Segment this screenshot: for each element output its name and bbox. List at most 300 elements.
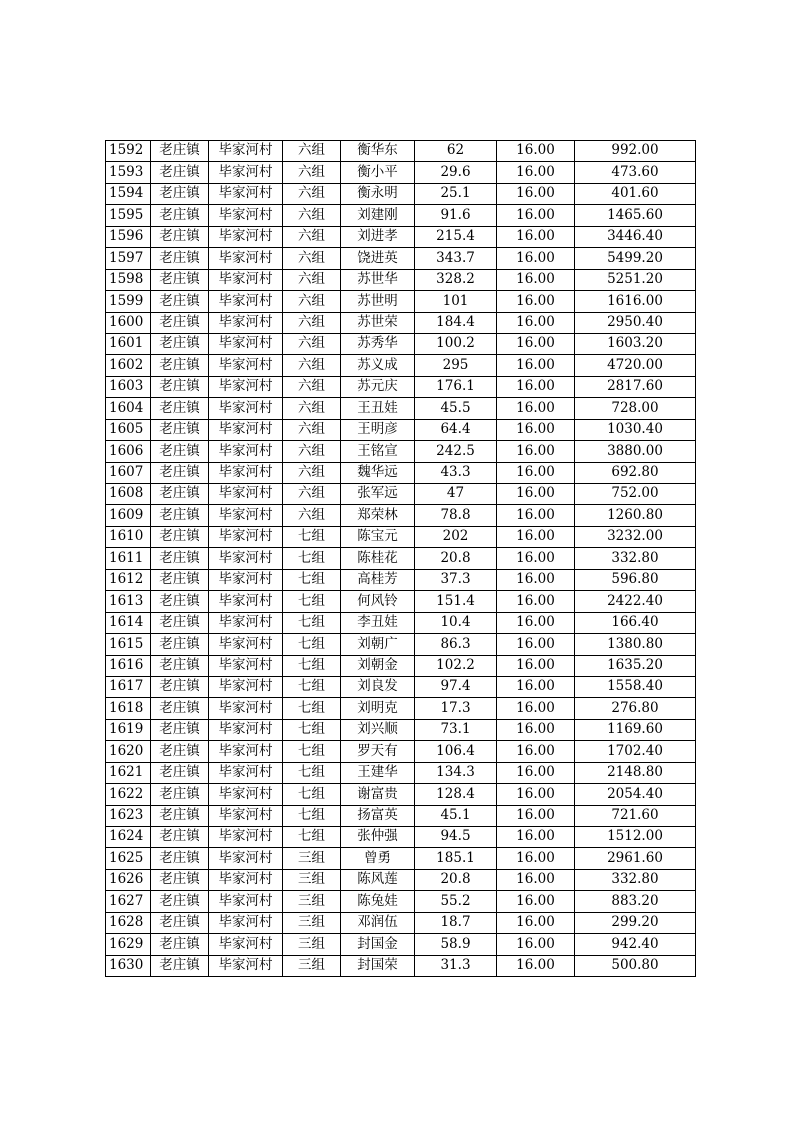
- group-cell: 三组: [283, 912, 341, 933]
- group-cell: 六组: [283, 291, 341, 312]
- rate-cell: 16.00: [497, 291, 575, 312]
- table-row: [106, 912, 696, 933]
- rate-cell: 16.00: [497, 484, 575, 505]
- area-cell: 91.6: [415, 205, 497, 226]
- name-cell: 李丑娃: [341, 612, 415, 633]
- row-id-cell: 1595: [106, 205, 151, 226]
- amount-cell: 1702.40: [575, 741, 696, 762]
- table-row: [106, 484, 696, 505]
- name-cell: 刘良发: [341, 676, 415, 697]
- area-cell: 78.8: [415, 505, 497, 526]
- area-cell: 37.3: [415, 569, 497, 590]
- area-cell: 86.3: [415, 634, 497, 655]
- group-cell: 七组: [283, 655, 341, 676]
- name-cell: 刘建刚: [341, 205, 415, 226]
- name-cell: 陈宝元: [341, 526, 415, 547]
- village-cell: 毕家河村: [209, 441, 283, 462]
- rate-cell: 16.00: [497, 869, 575, 890]
- amount-cell: 2961.60: [575, 848, 696, 869]
- row-id-cell: 1620: [106, 741, 151, 762]
- village-cell: 毕家河村: [209, 333, 283, 354]
- amount-cell: 1512.00: [575, 827, 696, 848]
- town-cell: 老庄镇: [151, 462, 209, 483]
- area-cell: 58.9: [415, 934, 497, 955]
- table-row: [106, 805, 696, 826]
- table-row: [106, 205, 696, 226]
- group-cell: 六组: [283, 248, 341, 269]
- table-row: [106, 269, 696, 290]
- rate-cell: 16.00: [497, 162, 575, 183]
- table-row: [106, 676, 696, 697]
- table-row: [106, 891, 696, 912]
- table-body: [106, 141, 696, 977]
- row-id-cell: 1615: [106, 634, 151, 655]
- rate-cell: 16.00: [497, 355, 575, 376]
- amount-cell: 2950.40: [575, 312, 696, 333]
- town-cell: 老庄镇: [151, 762, 209, 783]
- amount-cell: 4720.00: [575, 355, 696, 376]
- name-cell: 衡华东: [341, 141, 415, 162]
- name-cell: 扬富英: [341, 805, 415, 826]
- village-cell: 毕家河村: [209, 141, 283, 162]
- name-cell: 谢富贵: [341, 784, 415, 805]
- amount-cell: 332.80: [575, 548, 696, 569]
- village-cell: 毕家河村: [209, 805, 283, 826]
- amount-cell: 5251.20: [575, 269, 696, 290]
- amount-cell: 728.00: [575, 398, 696, 419]
- name-cell: 张军远: [341, 484, 415, 505]
- rate-cell: 16.00: [497, 719, 575, 740]
- table-row: [106, 312, 696, 333]
- village-cell: 毕家河村: [209, 484, 283, 505]
- group-cell: 七组: [283, 784, 341, 805]
- amount-cell: 883.20: [575, 891, 696, 912]
- rate-cell: 16.00: [497, 934, 575, 955]
- table-row: [106, 869, 696, 890]
- name-cell: 苏秀华: [341, 333, 415, 354]
- table-row: [106, 398, 696, 419]
- row-id-cell: 1610: [106, 526, 151, 547]
- village-cell: 毕家河村: [209, 848, 283, 869]
- town-cell: 老庄镇: [151, 376, 209, 397]
- town-cell: 老庄镇: [151, 805, 209, 826]
- group-cell: 七组: [283, 827, 341, 848]
- group-cell: 三组: [283, 934, 341, 955]
- group-cell: 六组: [283, 162, 341, 183]
- town-cell: 老庄镇: [151, 419, 209, 440]
- name-cell: 刘朝金: [341, 655, 415, 676]
- table-row: [106, 612, 696, 633]
- amount-cell: 500.80: [575, 955, 696, 976]
- group-cell: 三组: [283, 955, 341, 976]
- group-cell: 七组: [283, 698, 341, 719]
- rate-cell: 16.00: [497, 141, 575, 162]
- row-id-cell: 1608: [106, 484, 151, 505]
- row-id-cell: 1624: [106, 827, 151, 848]
- rate-cell: 16.00: [497, 805, 575, 826]
- rate-cell: 16.00: [497, 676, 575, 697]
- area-cell: 185.1: [415, 848, 497, 869]
- name-cell: 苏世明: [341, 291, 415, 312]
- village-cell: 毕家河村: [209, 934, 283, 955]
- table-row: [106, 827, 696, 848]
- area-cell: 202: [415, 526, 497, 547]
- group-cell: 七组: [283, 591, 341, 612]
- village-cell: 毕家河村: [209, 505, 283, 526]
- amount-cell: 1558.40: [575, 676, 696, 697]
- group-cell: 七组: [283, 569, 341, 590]
- name-cell: 封国荣: [341, 955, 415, 976]
- row-id-cell: 1617: [106, 676, 151, 697]
- rate-cell: 16.00: [497, 441, 575, 462]
- row-id-cell: 1630: [106, 955, 151, 976]
- table-row: [106, 141, 696, 162]
- town-cell: 老庄镇: [151, 569, 209, 590]
- amount-cell: 692.80: [575, 462, 696, 483]
- row-id-cell: 1606: [106, 441, 151, 462]
- village-cell: 毕家河村: [209, 891, 283, 912]
- name-cell: 封国金: [341, 934, 415, 955]
- table-row: [106, 719, 696, 740]
- town-cell: 老庄镇: [151, 526, 209, 547]
- village-cell: 毕家河村: [209, 655, 283, 676]
- table-row: [106, 505, 696, 526]
- town-cell: 老庄镇: [151, 162, 209, 183]
- group-cell: 六组: [283, 376, 341, 397]
- area-cell: 25.1: [415, 183, 497, 204]
- name-cell: 魏华远: [341, 462, 415, 483]
- town-cell: 老庄镇: [151, 912, 209, 933]
- rate-cell: 16.00: [497, 634, 575, 655]
- row-id-cell: 1604: [106, 398, 151, 419]
- village-cell: 毕家河村: [209, 548, 283, 569]
- amount-cell: 1603.20: [575, 333, 696, 354]
- row-id-cell: 1614: [106, 612, 151, 633]
- table-row: [106, 355, 696, 376]
- row-id-cell: 1600: [106, 312, 151, 333]
- town-cell: 老庄镇: [151, 183, 209, 204]
- town-cell: 老庄镇: [151, 869, 209, 890]
- table-row: [106, 333, 696, 354]
- name-cell: 刘明克: [341, 698, 415, 719]
- data-table: [105, 140, 696, 977]
- village-cell: 毕家河村: [209, 762, 283, 783]
- village-cell: 毕家河村: [209, 719, 283, 740]
- rate-cell: 16.00: [497, 698, 575, 719]
- name-cell: 何风铃: [341, 591, 415, 612]
- table-row: [106, 548, 696, 569]
- group-cell: 六组: [283, 355, 341, 376]
- name-cell: 郑荣林: [341, 505, 415, 526]
- row-id-cell: 1623: [106, 805, 151, 826]
- row-id-cell: 1621: [106, 762, 151, 783]
- town-cell: 老庄镇: [151, 141, 209, 162]
- rate-cell: 16.00: [497, 655, 575, 676]
- area-cell: 151.4: [415, 591, 497, 612]
- name-cell: 刘朝广: [341, 634, 415, 655]
- rate-cell: 16.00: [497, 505, 575, 526]
- village-cell: 毕家河村: [209, 591, 283, 612]
- town-cell: 老庄镇: [151, 355, 209, 376]
- group-cell: 六组: [283, 398, 341, 419]
- area-cell: 20.8: [415, 869, 497, 890]
- rate-cell: 16.00: [497, 548, 575, 569]
- amount-cell: 299.20: [575, 912, 696, 933]
- area-cell: 17.3: [415, 698, 497, 719]
- row-id-cell: 1622: [106, 784, 151, 805]
- table-row: [106, 591, 696, 612]
- amount-cell: 332.80: [575, 869, 696, 890]
- table-row: [106, 462, 696, 483]
- name-cell: 张仲强: [341, 827, 415, 848]
- row-id-cell: 1616: [106, 655, 151, 676]
- amount-cell: 1380.80: [575, 634, 696, 655]
- group-cell: 七组: [283, 762, 341, 783]
- town-cell: 老庄镇: [151, 291, 209, 312]
- name-cell: 王铭宣: [341, 441, 415, 462]
- town-cell: 老庄镇: [151, 848, 209, 869]
- amount-cell: 3880.00: [575, 441, 696, 462]
- amount-cell: 752.00: [575, 484, 696, 505]
- rate-cell: 16.00: [497, 398, 575, 419]
- name-cell: 罗天有: [341, 741, 415, 762]
- table-row: [106, 526, 696, 547]
- rate-cell: 16.00: [497, 912, 575, 933]
- area-cell: 73.1: [415, 719, 497, 740]
- village-cell: 毕家河村: [209, 612, 283, 633]
- name-cell: 苏世华: [341, 269, 415, 290]
- row-id-cell: 1629: [106, 934, 151, 955]
- rate-cell: 16.00: [497, 419, 575, 440]
- name-cell: 饶进英: [341, 248, 415, 269]
- row-id-cell: 1603: [106, 376, 151, 397]
- rate-cell: 16.00: [497, 848, 575, 869]
- group-cell: 七组: [283, 612, 341, 633]
- rate-cell: 16.00: [497, 955, 575, 976]
- amount-cell: 1030.40: [575, 419, 696, 440]
- table-row: [106, 441, 696, 462]
- group-cell: 六组: [283, 141, 341, 162]
- area-cell: 29.6: [415, 162, 497, 183]
- village-cell: 毕家河村: [209, 784, 283, 805]
- area-cell: 45.5: [415, 398, 497, 419]
- village-cell: 毕家河村: [209, 269, 283, 290]
- town-cell: 老庄镇: [151, 891, 209, 912]
- group-cell: 七组: [283, 676, 341, 697]
- village-cell: 毕家河村: [209, 741, 283, 762]
- village-cell: 毕家河村: [209, 869, 283, 890]
- village-cell: 毕家河村: [209, 569, 283, 590]
- amount-cell: 1169.60: [575, 719, 696, 740]
- row-id-cell: 1628: [106, 912, 151, 933]
- name-cell: 王丑娃: [341, 398, 415, 419]
- area-cell: 295: [415, 355, 497, 376]
- area-cell: 47: [415, 484, 497, 505]
- row-id-cell: 1625: [106, 848, 151, 869]
- rate-cell: 16.00: [497, 827, 575, 848]
- area-cell: 62: [415, 141, 497, 162]
- row-id-cell: 1619: [106, 719, 151, 740]
- table-row: [106, 784, 696, 805]
- group-cell: 七组: [283, 526, 341, 547]
- group-cell: 七组: [283, 741, 341, 762]
- rate-cell: 16.00: [497, 741, 575, 762]
- village-cell: 毕家河村: [209, 827, 283, 848]
- town-cell: 老庄镇: [151, 248, 209, 269]
- area-cell: 55.2: [415, 891, 497, 912]
- town-cell: 老庄镇: [151, 269, 209, 290]
- name-cell: 苏世荣: [341, 312, 415, 333]
- village-cell: 毕家河村: [209, 183, 283, 204]
- rate-cell: 16.00: [497, 784, 575, 805]
- row-id-cell: 1597: [106, 248, 151, 269]
- table-row: [106, 698, 696, 719]
- table-row: [106, 419, 696, 440]
- area-cell: 100.2: [415, 333, 497, 354]
- rate-cell: 16.00: [497, 205, 575, 226]
- village-cell: 毕家河村: [209, 376, 283, 397]
- table-row: [106, 762, 696, 783]
- row-id-cell: 1618: [106, 698, 151, 719]
- town-cell: 老庄镇: [151, 612, 209, 633]
- table-row: [106, 848, 696, 869]
- group-cell: 七组: [283, 719, 341, 740]
- village-cell: 毕家河村: [209, 355, 283, 376]
- rate-cell: 16.00: [497, 591, 575, 612]
- area-cell: 343.7: [415, 248, 497, 269]
- town-cell: 老庄镇: [151, 312, 209, 333]
- area-cell: 18.7: [415, 912, 497, 933]
- village-cell: 毕家河村: [209, 634, 283, 655]
- town-cell: 老庄镇: [151, 955, 209, 976]
- town-cell: 老庄镇: [151, 505, 209, 526]
- area-cell: 242.5: [415, 441, 497, 462]
- amount-cell: 2054.40: [575, 784, 696, 805]
- row-id-cell: 1599: [106, 291, 151, 312]
- name-cell: 苏义成: [341, 355, 415, 376]
- row-id-cell: 1598: [106, 269, 151, 290]
- village-cell: 毕家河村: [209, 698, 283, 719]
- name-cell: 高桂芳: [341, 569, 415, 590]
- amount-cell: 3446.40: [575, 226, 696, 247]
- area-cell: 106.4: [415, 741, 497, 762]
- area-cell: 328.2: [415, 269, 497, 290]
- rate-cell: 16.00: [497, 891, 575, 912]
- amount-cell: 2148.80: [575, 762, 696, 783]
- group-cell: 七组: [283, 634, 341, 655]
- group-cell: 六组: [283, 441, 341, 462]
- rate-cell: 16.00: [497, 569, 575, 590]
- row-id-cell: 1596: [106, 226, 151, 247]
- group-cell: 六组: [283, 333, 341, 354]
- group-cell: 三组: [283, 891, 341, 912]
- town-cell: 老庄镇: [151, 784, 209, 805]
- group-cell: 六组: [283, 226, 341, 247]
- rate-cell: 16.00: [497, 762, 575, 783]
- amount-cell: 2422.40: [575, 591, 696, 612]
- town-cell: 老庄镇: [151, 934, 209, 955]
- town-cell: 老庄镇: [151, 484, 209, 505]
- area-cell: 64.4: [415, 419, 497, 440]
- village-cell: 毕家河村: [209, 205, 283, 226]
- area-cell: 176.1: [415, 376, 497, 397]
- village-cell: 毕家河村: [209, 312, 283, 333]
- rate-cell: 16.00: [497, 376, 575, 397]
- row-id-cell: 1594: [106, 183, 151, 204]
- table-row: [106, 634, 696, 655]
- row-id-cell: 1609: [106, 505, 151, 526]
- group-cell: 六组: [283, 183, 341, 204]
- rate-cell: 16.00: [497, 526, 575, 547]
- group-cell: 七组: [283, 548, 341, 569]
- name-cell: 王建华: [341, 762, 415, 783]
- row-id-cell: 1592: [106, 141, 151, 162]
- area-cell: 184.4: [415, 312, 497, 333]
- amount-cell: 1616.00: [575, 291, 696, 312]
- rate-cell: 16.00: [497, 226, 575, 247]
- group-cell: 三组: [283, 848, 341, 869]
- rate-cell: 16.00: [497, 312, 575, 333]
- area-cell: 128.4: [415, 784, 497, 805]
- row-id-cell: 1613: [106, 591, 151, 612]
- amount-cell: 5499.20: [575, 248, 696, 269]
- name-cell: 陈风莲: [341, 869, 415, 890]
- table-row: [106, 183, 696, 204]
- table-row: [106, 569, 696, 590]
- table-row: [106, 741, 696, 762]
- amount-cell: 1465.60: [575, 205, 696, 226]
- table-row: [106, 655, 696, 676]
- table-row: [106, 291, 696, 312]
- name-cell: 陈桂花: [341, 548, 415, 569]
- town-cell: 老庄镇: [151, 548, 209, 569]
- area-cell: 215.4: [415, 226, 497, 247]
- amount-cell: 1635.20: [575, 655, 696, 676]
- amount-cell: 3232.00: [575, 526, 696, 547]
- row-id-cell: 1612: [106, 569, 151, 590]
- name-cell: 衡小平: [341, 162, 415, 183]
- area-cell: 94.5: [415, 827, 497, 848]
- group-cell: 六组: [283, 269, 341, 290]
- table-row: [106, 248, 696, 269]
- amount-cell: 596.80: [575, 569, 696, 590]
- village-cell: 毕家河村: [209, 419, 283, 440]
- area-cell: 97.4: [415, 676, 497, 697]
- rate-cell: 16.00: [497, 462, 575, 483]
- name-cell: 刘进孝: [341, 226, 415, 247]
- group-cell: 六组: [283, 462, 341, 483]
- village-cell: 毕家河村: [209, 462, 283, 483]
- row-id-cell: 1593: [106, 162, 151, 183]
- village-cell: 毕家河村: [209, 291, 283, 312]
- rate-cell: 16.00: [497, 183, 575, 204]
- town-cell: 老庄镇: [151, 441, 209, 462]
- table-row: [106, 162, 696, 183]
- table-row: [106, 955, 696, 976]
- group-cell: 六组: [283, 505, 341, 526]
- village-cell: 毕家河村: [209, 162, 283, 183]
- village-cell: 毕家河村: [209, 248, 283, 269]
- town-cell: 老庄镇: [151, 655, 209, 676]
- town-cell: 老庄镇: [151, 591, 209, 612]
- town-cell: 老庄镇: [151, 698, 209, 719]
- town-cell: 老庄镇: [151, 827, 209, 848]
- row-id-cell: 1607: [106, 462, 151, 483]
- amount-cell: 942.40: [575, 934, 696, 955]
- area-cell: 10.4: [415, 612, 497, 633]
- row-id-cell: 1602: [106, 355, 151, 376]
- town-cell: 老庄镇: [151, 398, 209, 419]
